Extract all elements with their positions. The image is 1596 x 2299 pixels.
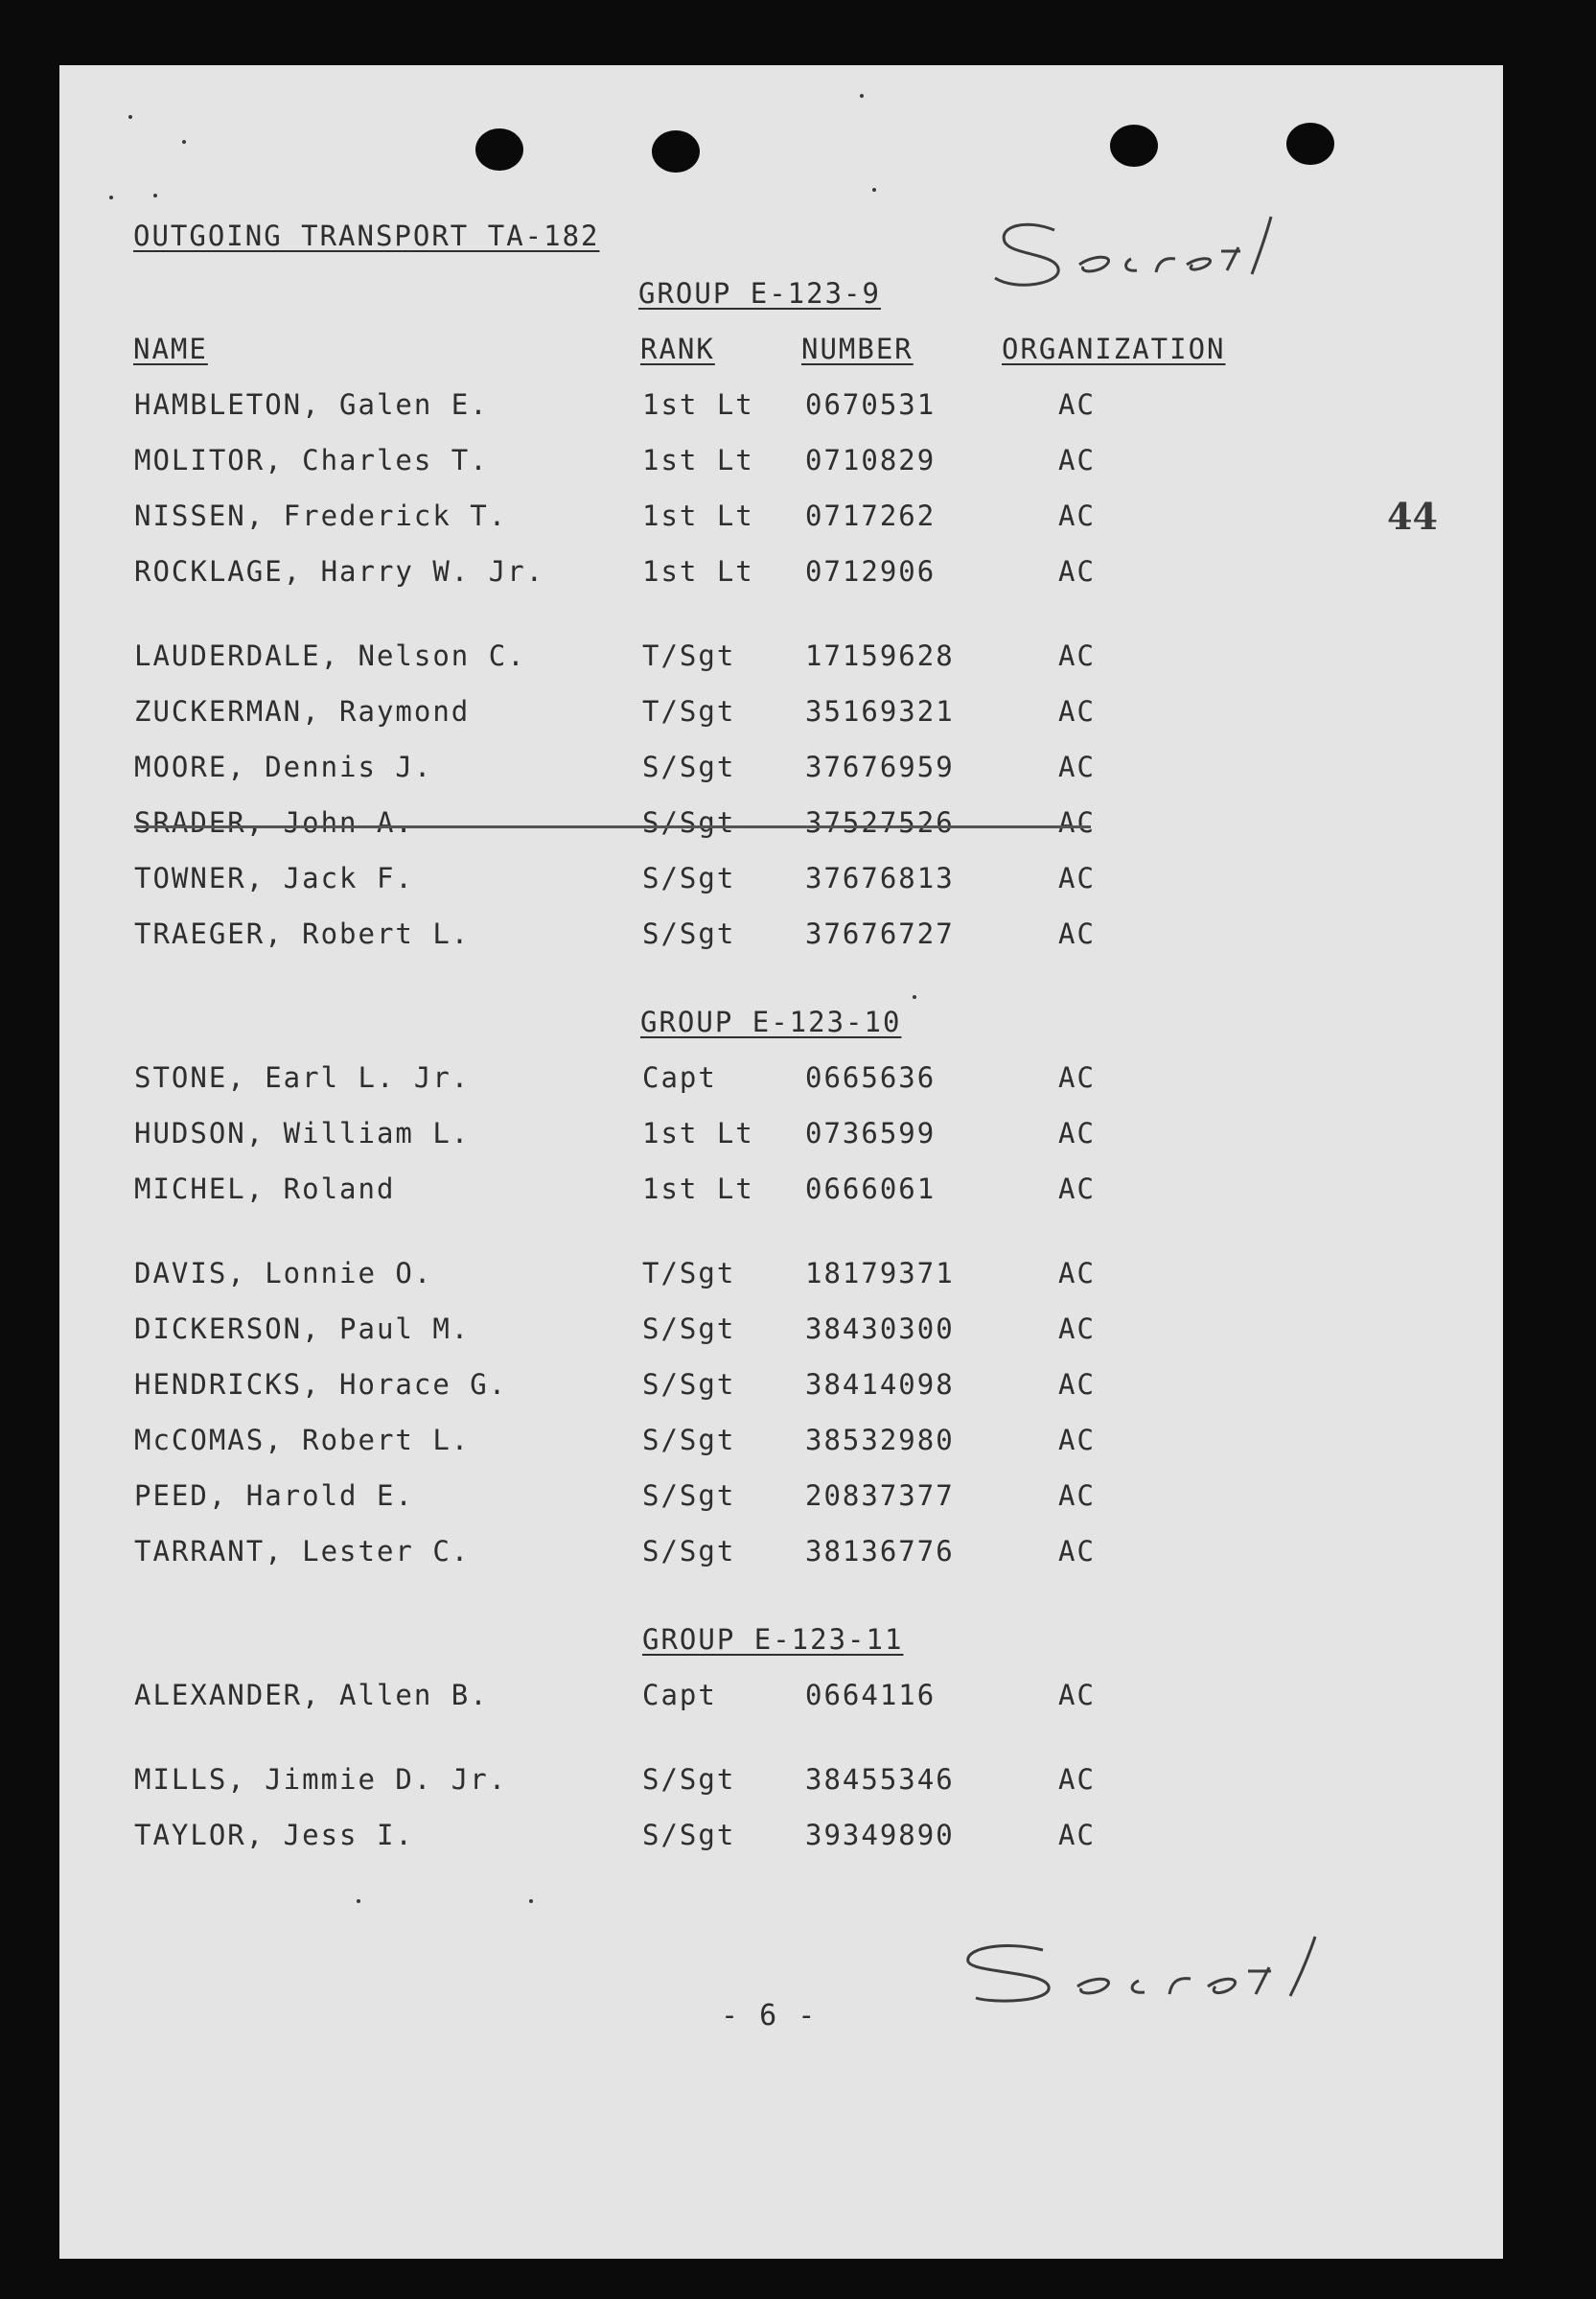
cell-organization: AC [1058,444,1096,476]
cell-rank: 1st Lt [642,1173,754,1205]
cell-rank: T/Sgt [642,695,736,728]
table-row-struck [0,806,1150,844]
cell-number: 20837377 [805,1479,955,1512]
table-row [0,1679,1150,1716]
cell-rank: S/Sgt [642,1424,736,1456]
cell-organization: AC [1058,1312,1096,1345]
table-row [0,555,1150,592]
cell-rank: Capt [642,1061,717,1094]
document-title: OUTGOING TRANSPORT TA-182 [133,220,600,252]
cell-number: 35169321 [805,695,955,728]
column-header-name: NAME [133,333,208,365]
scan-speck [182,140,186,144]
table-row [0,388,1150,426]
cell-organization: AC [1058,862,1096,894]
table-row [0,639,1150,677]
group-header: GROUP E-123-11 [642,1623,904,1656]
table-row [0,1368,1150,1405]
scan-speck [109,196,113,199]
cell-name: LAUDERDALE, Nelson C. [134,639,526,672]
punch-hole [1286,123,1334,165]
group-header: GROUP E-123-10 [640,1006,902,1038]
cell-name: DAVIS, Lonnie O. [134,1257,433,1289]
cell-rank: 1st Lt [642,555,754,588]
cell-organization: AC [1058,499,1096,532]
cell-rank: S/Sgt [642,751,736,783]
cell-name: ALEXANDER, Allen B. [134,1679,489,1711]
cell-organization: AC [1058,555,1096,588]
cell-number: 39349890 [805,1819,955,1851]
cell-organization: AC [1058,1679,1096,1711]
cell-name: NISSEN, Frederick T. [134,499,508,532]
cell-organization: AC [1058,639,1096,672]
cell-number: 0736599 [805,1117,937,1150]
cell-number: 38532980 [805,1424,955,1456]
table-row [0,1819,1150,1856]
cell-number: 0710829 [805,444,937,476]
cell-number: 0717262 [805,499,937,532]
stamped-page-number: 44 [1387,495,1438,538]
cell-rank: 1st Lt [642,388,754,421]
cell-organization: AC [1058,917,1096,950]
table-row [0,1061,1150,1099]
cell-name: STONE, Earl L. Jr. [134,1061,471,1094]
scan-speck [860,94,864,98]
cell-name: TARRANT, Lester C. [134,1535,471,1568]
cell-name: HENDRICKS, Horace G. [134,1368,508,1401]
cell-name: MOLITOR, Charles T. [134,444,489,476]
cell-name: SRADER, John A. [134,806,414,839]
table-row [0,1312,1150,1350]
cell-number: 0670531 [805,388,937,421]
cell-organization: AC [1058,388,1096,421]
punch-hole [475,128,523,171]
cell-organization: AC [1058,1535,1096,1568]
table-row [0,499,1150,537]
cell-organization: AC [1058,1173,1096,1205]
cell-organization: AC [1058,1819,1096,1851]
cell-number: 0665636 [805,1061,937,1094]
cell-name: PEED, Harold E. [134,1479,414,1512]
cell-name: HUDSON, William L. [134,1117,471,1150]
cell-rank: 1st Lt [642,1117,754,1150]
handwritten-secret-mark-bottom [957,1927,1340,2023]
cell-name: TRAEGER, Robert L. [134,917,471,950]
scan-speck [872,188,876,192]
cell-number: 38414098 [805,1368,955,1401]
scan-speck [529,1899,533,1903]
cell-rank: 1st Lt [642,444,754,476]
handwritten-secret-mark-top [987,209,1304,305]
cell-number: 37676813 [805,862,955,894]
cell-name: ROCKLAGE, Harry W. Jr. [134,555,545,588]
cell-organization: AC [1058,1368,1096,1401]
cell-rank: T/Sgt [642,1257,736,1289]
column-header-number: NUMBER [801,333,914,365]
group-header: GROUP E-123-9 [638,277,881,310]
scan-speck [913,995,916,999]
punch-hole [652,130,700,173]
cell-rank: S/Sgt [642,1819,736,1851]
cell-rank: S/Sgt [642,917,736,950]
cell-name: HAMBLETON, Galen E. [134,388,489,421]
scan-speck [357,1899,360,1903]
cell-organization: AC [1058,1257,1096,1289]
cell-rank: S/Sgt [642,862,736,894]
cell-name: MOORE, Dennis J. [134,751,433,783]
cell-number: 38455346 [805,1763,955,1796]
cell-organization: AC [1058,1061,1096,1094]
cell-number: 18179371 [805,1257,955,1289]
cell-number: 38136776 [805,1535,955,1568]
cell-rank: 1st Lt [642,499,754,532]
table-row [0,444,1150,481]
punch-hole [1110,125,1158,167]
cell-rank: S/Sgt [642,1368,736,1401]
cell-name: TAYLOR, Jess I. [134,1819,414,1851]
table-row [0,1424,1150,1461]
cell-number: 0664116 [805,1679,937,1711]
cell-number: 37676727 [805,917,955,950]
cell-organization: AC [1058,1424,1096,1456]
page-number: - 6 - [721,1999,818,2032]
table-row [0,1117,1150,1154]
strikethrough-line [134,825,1091,828]
cell-number: 37527526 [805,806,955,839]
cell-number: 17159628 [805,639,955,672]
table-row [0,1535,1150,1572]
cell-name: MICHEL, Roland [134,1173,396,1205]
cell-rank: T/Sgt [642,639,736,672]
cell-number: 37676959 [805,751,955,783]
cell-name: MILLS, Jimmie D. Jr. [134,1763,508,1796]
cell-rank: Capt [642,1679,717,1711]
cell-rank: S/Sgt [642,1763,736,1796]
table-row [0,862,1150,899]
cell-number: 0666061 [805,1173,937,1205]
cell-organization: AC [1058,1117,1096,1150]
cell-rank: S/Sgt [642,1312,736,1345]
cell-name: DICKERSON, Paul M. [134,1312,471,1345]
cell-number: 0712906 [805,555,937,588]
scan-speck [128,115,132,119]
table-row [0,1763,1150,1800]
table-row [0,917,1150,955]
cell-rank: S/Sgt [642,1479,736,1512]
cell-number: 38430300 [805,1312,955,1345]
cell-organization: AC [1058,1763,1096,1796]
cell-rank: S/Sgt [642,1535,736,1568]
cell-organization: AC [1058,751,1096,783]
scan-speck [153,194,157,197]
table-row [0,1257,1150,1294]
table-row [0,1175,1150,1210]
cell-name: McCOMAS, Robert L. [134,1424,471,1456]
cell-organization: AC [1058,695,1096,728]
column-header-organization: ORGANIZATION [1002,333,1226,365]
cell-organization: AC [1058,806,1096,839]
cell-organization: AC [1058,1479,1096,1512]
table-row [0,1479,1150,1517]
cell-name: ZUCKERMAN, Raymond [134,695,471,728]
column-header-rank: RANK [640,333,715,365]
cell-rank: S/Sgt [642,806,736,839]
table-row [0,695,1150,732]
cell-name: TOWNER, Jack F. [134,862,414,894]
table-row [0,751,1150,788]
